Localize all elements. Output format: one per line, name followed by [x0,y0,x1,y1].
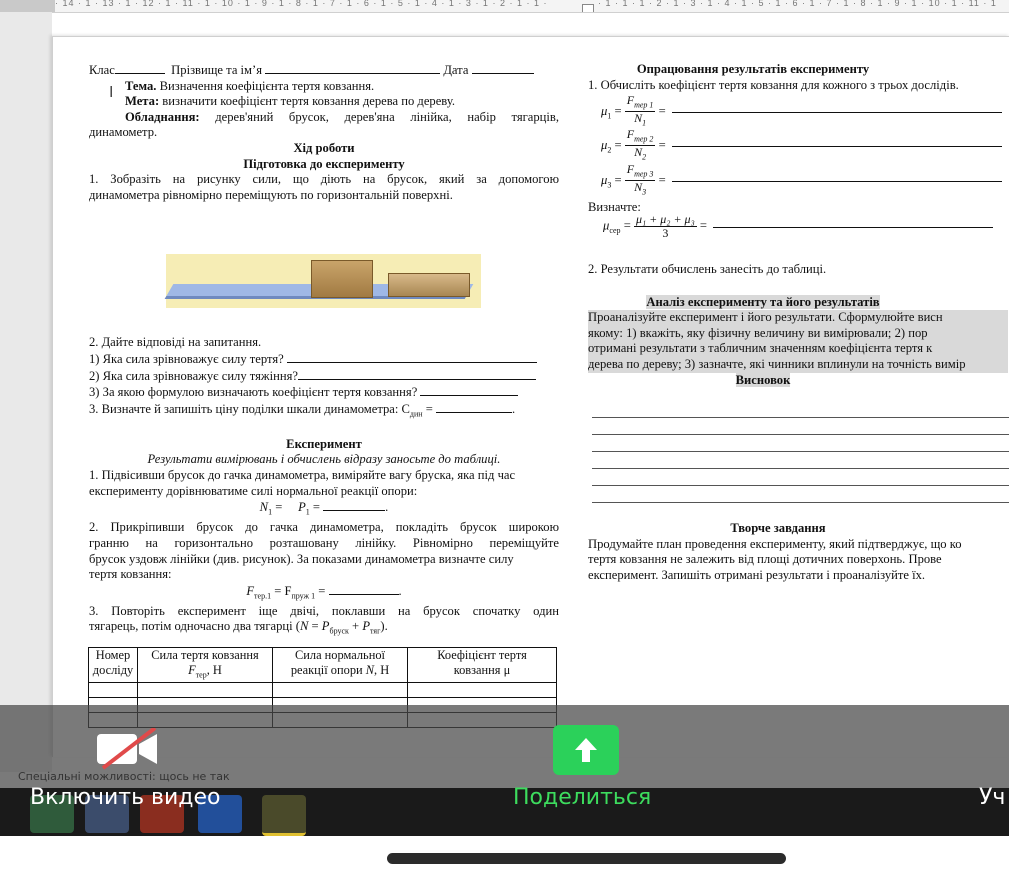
mu3-answer-field[interactable] [672,179,1002,182]
participants-label[interactable]: Уч [979,785,1006,810]
home-indicator[interactable] [387,853,786,864]
table-header-cell: Сила нормальної реакції опори N, Н [273,648,408,683]
mu1-answer-field[interactable] [672,110,1002,113]
friction-force-field[interactable] [329,583,399,595]
date-field[interactable] [472,62,534,74]
step3-line1: 3. Повторіть експеримент іще двічі, поклавши на брусок спочатку один [89,603,559,618]
processing-step2: 2. Результати обчислень занесіть до таблиці. [588,262,827,276]
determine-label: Визначте: [588,200,641,214]
video-label[interactable]: Включить видео [30,785,221,810]
left-column [89,62,559,640]
table-header-cell: Коефіцієнт тертя ковзання μ [408,648,557,683]
goal-line: Мета: визначити коефіцієнт тертя ковзання дерева по дереву. [125,94,456,109]
step3-line2: тягарець, потім одночасно два тягарці $(N = P_{бруск} + P_{тяг})$. [89,619,388,636]
step1-line2: експерименту дорівнюватиме силі нормальної реакції опори: [89,483,418,498]
heading-experiment: Експеримент [286,436,362,451]
question-2: 2) Яка сила зрівноважує силу тяжіння? [89,368,559,385]
heading-progress: Хід роботи [293,140,355,155]
document-background [0,12,52,772]
creative-line1: Продумайте план проведення експерименту, який підтверджує, що ко [588,536,962,551]
heading-conclusion: Висновок [735,372,791,387]
worksheet-header: Клас Прізвище та ім’я Дата [89,62,559,79]
step2-formula: $F_{тер.1} = F_{пруж 1}$ = . [246,583,402,601]
heading-preparation: Підготовка до експерименту [243,156,405,171]
experiment-note: Результати вимірювань і обчислень відразу заносьте до таблиці. [147,452,501,467]
class-field[interactable] [115,62,165,74]
answer-field-3[interactable] [420,384,518,396]
step2-line4: тертя ковзання: [89,567,172,582]
experiment-figure [166,254,481,308]
answer-field-1[interactable] [287,351,537,363]
wooden-block [311,260,373,298]
ruler-left-marks: · 14 · 1 · 13 · 1 · 12 · 1 · 11 · 1 · 10 · 1 · 9 · 1 · 8 · 1 · 7 · 1 · 6 · 1 · 5 · 1 · 4 · 1 · 3 · 1 · 2 · 1 · 1 · [55,0,548,8]
fraction: $\frac{F_{тер 1}}{N_1}$ [626,93,654,128]
answer-field-2[interactable] [298,368,536,380]
ruler-margin [0,0,55,12]
equipment-line: Обладнання: дерев'яний брусок, дерев'яна лінійка, набір тягарців, [125,109,559,124]
analysis-text: Проаналізуйте експеримент і його результати. Сформулюйте висн якому: 1) вкажіть, яку фізичну величину ви вимірювали; 2) пор отримані результати з табличним значенням коефіцієнта тертя к дерева по дереву; 3) зазначте, які чинники вплинули на точність вимір [588,310,1008,372]
heading-creative: Творче завдання [730,521,826,535]
fraction: $\frac{\text{μ₁ + μ₂ + μ₃}}{3}$ [635,212,695,240]
creative-line2: тертя ковзання не залежить від площі дотичних поверхонь. Прове [588,552,942,567]
table-header-cell: Номер досліду [89,648,138,683]
table-row[interactable] [89,683,557,698]
text-cursor-icon: I [109,84,114,101]
horizontal-ruler [0,0,1009,13]
question-1: 1) Яка сила зрівноважує силу тертя? [89,351,559,368]
scale-value-field[interactable] [436,401,512,413]
task2-title: 2. Дайте відповіді на запитання. [89,335,262,350]
step1-line1: 1. Підвісивши брусок до гачка динамометра, виміряйте вагу бруска, яка під час [89,468,516,483]
question-3: 3) За якою формулою визначають коефіцієнт тертя ковзання? [89,384,559,401]
step2-line2: гранню на горизонтально розташовану лінійку. Рівномірно переміщуйте [89,535,559,550]
formula-mu1: $\mu_1$ = $\frac{F_{тер 1}}{N_1}$ = [601,94,1002,130]
table-header-cell: Сила тертя ковзання $F_{тер}$, Н [138,648,273,683]
step2-line1: 2. Прикріпивши брусок до гачка динамометра, покладіть брусок широкою [89,520,559,535]
heading-analysis: Аналіз експерименту та його результатів [646,294,880,309]
formula-mu-average: $\mu_{сер}$ = $\frac{\text{μ₁ + μ₂ + μ₃}}{3}$ = [603,213,993,240]
fraction: $\frac{F_{тер 3}}{N_3}$ [626,162,654,197]
app-icon[interactable] [262,795,306,836]
ruler-right-marks: · 1 · 1 · 1 · 2 · 1 · 3 · 1 · 4 · 1 · 5 · 1 · 6 · 1 · 7 · 1 · 8 · 1 · 9 · 1 · 10 · 1 · 11 · 1 [598,0,997,8]
right-column [588,62,1009,93]
name-field[interactable] [265,62,440,74]
mu-average-answer-field[interactable] [713,225,993,228]
step1-formula: $N_1$ = $P_1$ = . [259,500,389,517]
share-label[interactable]: Поделиться [513,785,652,810]
right-column-lower [588,262,1008,388]
formula-mu2: $\mu_2$ = $\frac{F_{тер 2}}{N_2}$ = [601,128,1002,164]
heading-processing: Опрацювання результатів експерименту [636,62,870,76]
share-button[interactable] [553,725,619,775]
topic-line: Тема. Визначення коефіцієнта тертя ковзання. [125,78,375,93]
processing-step1: 1. Обчисліть коефіцієнт тертя ковзання для кожного з трьох дослідів. [588,77,959,92]
task1-line1: 1. Зобразіть на рисунку сили, що діють на брусок, який за допомогою [89,172,559,187]
formula-mu3: $\mu_3$ = $\frac{F_{тер 3}}{N_3}$ = [601,163,1002,199]
camera-off-icon[interactable] [95,728,161,770]
weight-field[interactable] [323,499,385,511]
dynamometer [388,273,470,297]
creative-section [588,521,1008,583]
indent-marker[interactable] [582,4,594,13]
fraction: $\frac{F_{тер 2}}{N_2}$ [626,127,654,162]
table-header-row [89,648,557,683]
step2-line3: брусок уздовж лінійки (див. рисунок). За показами динамометра визначте силу [89,551,514,566]
accessibility-status[interactable]: Спеціальні можливості: щось не так [18,770,230,783]
creative-line3: експеримент. Запишіть отримані результати і проаналізуйте їх. [588,567,926,582]
equipment-line-2: динамометр. [89,125,158,140]
task1-line2: динамометра рівномірно переміщують по горизонтальній поверхні. [89,187,453,202]
mu2-answer-field[interactable] [672,144,1002,147]
task3-line: 3. Визначте й запишіть ціну поділки шкали динамометра: $C_{дин}$ = . [89,401,516,419]
conclusion-lines[interactable] [592,401,1009,503]
